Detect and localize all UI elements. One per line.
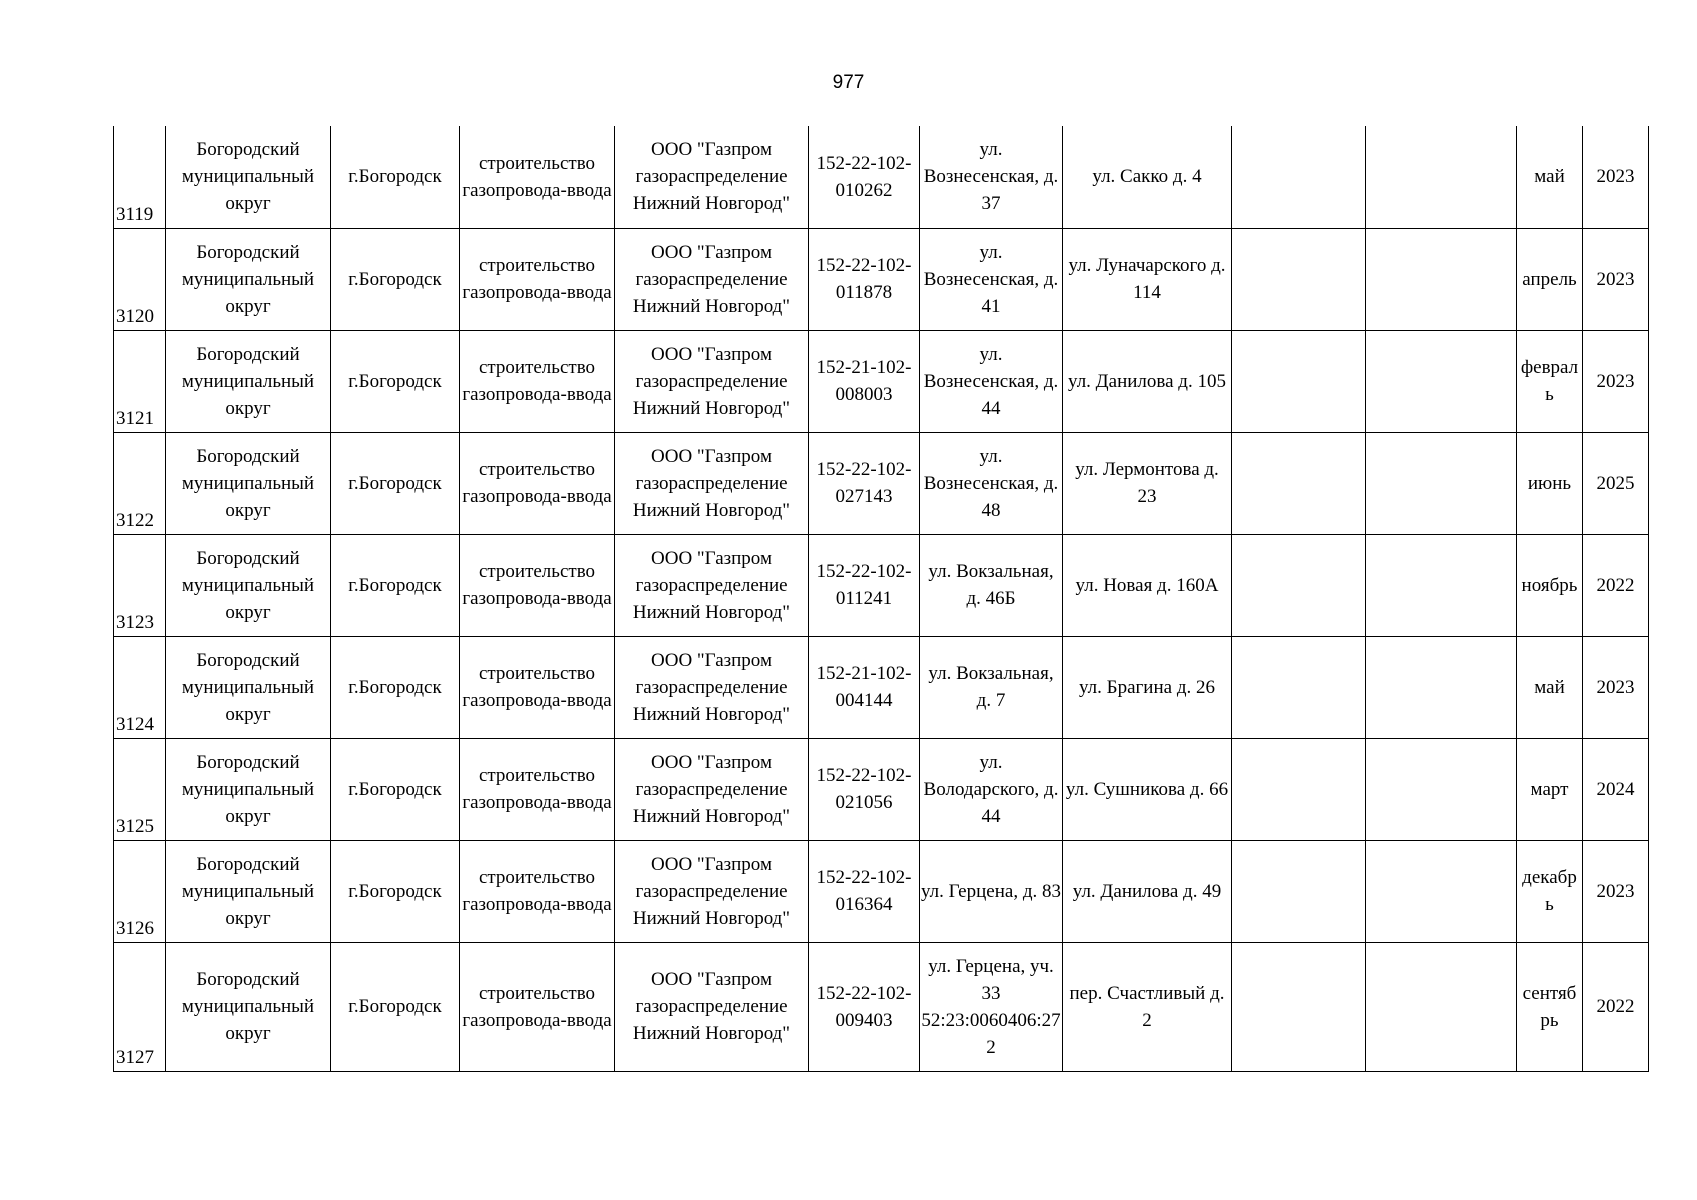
month-cell: декабр ь: [1517, 840, 1583, 942]
district-cell: Богородский муниципальный округ: [166, 738, 331, 840]
row-number: 3126: [114, 840, 166, 942]
year-cell: 2023: [1583, 228, 1649, 330]
organization-cell: ООО "Газпром газораспределение Нижний Новгород": [615, 228, 809, 330]
month-cell: март: [1517, 738, 1583, 840]
district-cell: Богородский муниципальный округ: [166, 330, 331, 432]
connection-address-cell: ул. Новая д. 160А: [1063, 534, 1232, 636]
district-cell: Богородский муниципальный округ: [166, 636, 331, 738]
row-number: 3121: [114, 330, 166, 432]
empty-cell: [1232, 840, 1366, 942]
month-cell: май: [1517, 636, 1583, 738]
empty-cell: [1232, 432, 1366, 534]
month-cell: апрель: [1517, 228, 1583, 330]
object-address-cell: ул. Вокзальная, д. 7: [920, 636, 1063, 738]
empty-cell: [1366, 942, 1517, 1071]
table-row: [114, 126, 1649, 228]
empty-cell: [1366, 738, 1517, 840]
city-cell: г.Богородск: [331, 738, 460, 840]
district-cell: Богородский муниципальный округ: [166, 840, 331, 942]
table-row: [114, 330, 1649, 432]
row-number: 3124: [114, 636, 166, 738]
city-cell: г.Богородск: [331, 636, 460, 738]
application-code-cell: 152-22-102-010262: [809, 126, 920, 228]
month-cell: феврал ь: [1517, 330, 1583, 432]
connection-address-cell: ул. Сакко д. 4: [1063, 126, 1232, 228]
table-row: [114, 840, 1649, 942]
city-cell: г.Богородск: [331, 534, 460, 636]
connection-address-cell: ул. Данилова д. 105: [1063, 330, 1232, 432]
table-row: [114, 534, 1649, 636]
organization-cell: ООО "Газпром газораспределение Нижний Новгород": [615, 942, 809, 1071]
year-cell: 2023: [1583, 126, 1649, 228]
empty-cell: [1366, 534, 1517, 636]
empty-cell: [1366, 432, 1517, 534]
empty-cell: [1366, 126, 1517, 228]
month-cell: ноябрь: [1517, 534, 1583, 636]
application-code-cell: 152-22-102-011878: [809, 228, 920, 330]
application-code-cell: 152-21-102-008003: [809, 330, 920, 432]
empty-cell: [1366, 840, 1517, 942]
row-number: 3119: [114, 126, 166, 228]
registry-table: [113, 126, 1649, 1072]
application-code-cell: 152-22-102-027143: [809, 432, 920, 534]
object-address-cell: ул. Володарского, д. 44: [920, 738, 1063, 840]
year-cell: 2023: [1583, 840, 1649, 942]
empty-cell: [1232, 228, 1366, 330]
organization-cell: ООО "Газпром газораспределение Нижний Новгород": [615, 534, 809, 636]
application-code-cell: 152-22-102-021056: [809, 738, 920, 840]
city-cell: г.Богородск: [331, 942, 460, 1071]
organization-cell: ООО "Газпром газораспределение Нижний Новгород": [615, 840, 809, 942]
district-cell: Богородский муниципальный округ: [166, 228, 331, 330]
empty-cell: [1232, 534, 1366, 636]
connection-address-cell: ул. Сушникова д. 66: [1063, 738, 1232, 840]
object-address-cell: ул. Вокзальная, д. 46Б: [920, 534, 1063, 636]
year-cell: 2022: [1583, 534, 1649, 636]
page-number: 977: [832, 72, 865, 93]
work-type-cell: строительство газопровода-ввода: [460, 126, 615, 228]
city-cell: г.Богородск: [331, 228, 460, 330]
work-type-cell: строительство газопровода-ввода: [460, 534, 615, 636]
city-cell: г.Богородск: [331, 126, 460, 228]
row-number: 3127: [114, 942, 166, 1071]
object-address-cell: ул. Вознесенская, д. 44: [920, 330, 1063, 432]
table-row: [114, 636, 1649, 738]
connection-address-cell: ул. Луначарского д. 114: [1063, 228, 1232, 330]
work-type-cell: строительство газопровода-ввода: [460, 330, 615, 432]
table-row: [114, 738, 1649, 840]
application-code-cell: 152-22-102-011241: [809, 534, 920, 636]
empty-cell: [1232, 942, 1366, 1071]
row-number: 3123: [114, 534, 166, 636]
organization-cell: ООО "Газпром газораспределение Нижний Новгород": [615, 432, 809, 534]
empty-cell: [1366, 228, 1517, 330]
object-address-cell: ул. Вознесенская, д. 41: [920, 228, 1063, 330]
table-row: [114, 228, 1649, 330]
connection-address-cell: ул. Брагина д. 26: [1063, 636, 1232, 738]
application-code-cell: 152-22-102-009403: [809, 942, 920, 1071]
year-cell: 2024: [1583, 738, 1649, 840]
year-cell: 2025: [1583, 432, 1649, 534]
work-type-cell: строительство газопровода-ввода: [460, 432, 615, 534]
district-cell: Богородский муниципальный округ: [166, 126, 331, 228]
empty-cell: [1232, 126, 1366, 228]
application-code-cell: 152-21-102-004144: [809, 636, 920, 738]
work-type-cell: строительство газопровода-ввода: [460, 228, 615, 330]
month-cell: июнь: [1517, 432, 1583, 534]
empty-cell: [1232, 330, 1366, 432]
object-address-cell: ул. Вознесенская, д. 48: [920, 432, 1063, 534]
registry-rows: [114, 126, 1649, 1071]
work-type-cell: строительство газопровода-ввода: [460, 942, 615, 1071]
object-address-cell: ул. Герцена, д. 83: [920, 840, 1063, 942]
city-cell: г.Богородск: [331, 432, 460, 534]
table-row: [114, 942, 1649, 1071]
empty-cell: [1366, 330, 1517, 432]
month-cell: май: [1517, 126, 1583, 228]
table-row: [114, 432, 1649, 534]
application-code-cell: 152-22-102-016364: [809, 840, 920, 942]
object-address-cell: ул. Герцена, уч. 33 52:23:0060406:272: [920, 942, 1063, 1071]
district-cell: Богородский муниципальный округ: [166, 432, 331, 534]
year-cell: 2022: [1583, 942, 1649, 1071]
work-type-cell: строительство газопровода-ввода: [460, 738, 615, 840]
organization-cell: ООО "Газпром газораспределение Нижний Новгород": [615, 738, 809, 840]
work-type-cell: строительство газопровода-ввода: [460, 840, 615, 942]
row-number: 3122: [114, 432, 166, 534]
connection-address-cell: ул. Лермонтова д. 23: [1063, 432, 1232, 534]
district-cell: Богородский муниципальный округ: [166, 534, 331, 636]
organization-cell: ООО "Газпром газораспределение Нижний Новгород": [615, 330, 809, 432]
object-address-cell: ул. Вознесенская, д. 37: [920, 126, 1063, 228]
organization-cell: ООО "Газпром газораспределение Нижний Новгород": [615, 636, 809, 738]
year-cell: 2023: [1583, 636, 1649, 738]
row-number: 3125: [114, 738, 166, 840]
city-cell: г.Богородск: [331, 330, 460, 432]
row-number: 3120: [114, 228, 166, 330]
city-cell: г.Богородск: [331, 840, 460, 942]
empty-cell: [1232, 636, 1366, 738]
empty-cell: [1232, 738, 1366, 840]
empty-cell: [1366, 636, 1517, 738]
connection-address-cell: ул. Данилова д. 49: [1063, 840, 1232, 942]
district-cell: Богородский муниципальный округ: [166, 942, 331, 1071]
organization-cell: ООО "Газпром газораспределение Нижний Новгород": [615, 126, 809, 228]
month-cell: сентяб рь: [1517, 942, 1583, 1071]
year-cell: 2023: [1583, 330, 1649, 432]
connection-address-cell: пер. Счастливый д. 2: [1063, 942, 1232, 1071]
work-type-cell: строительство газопровода-ввода: [460, 636, 615, 738]
